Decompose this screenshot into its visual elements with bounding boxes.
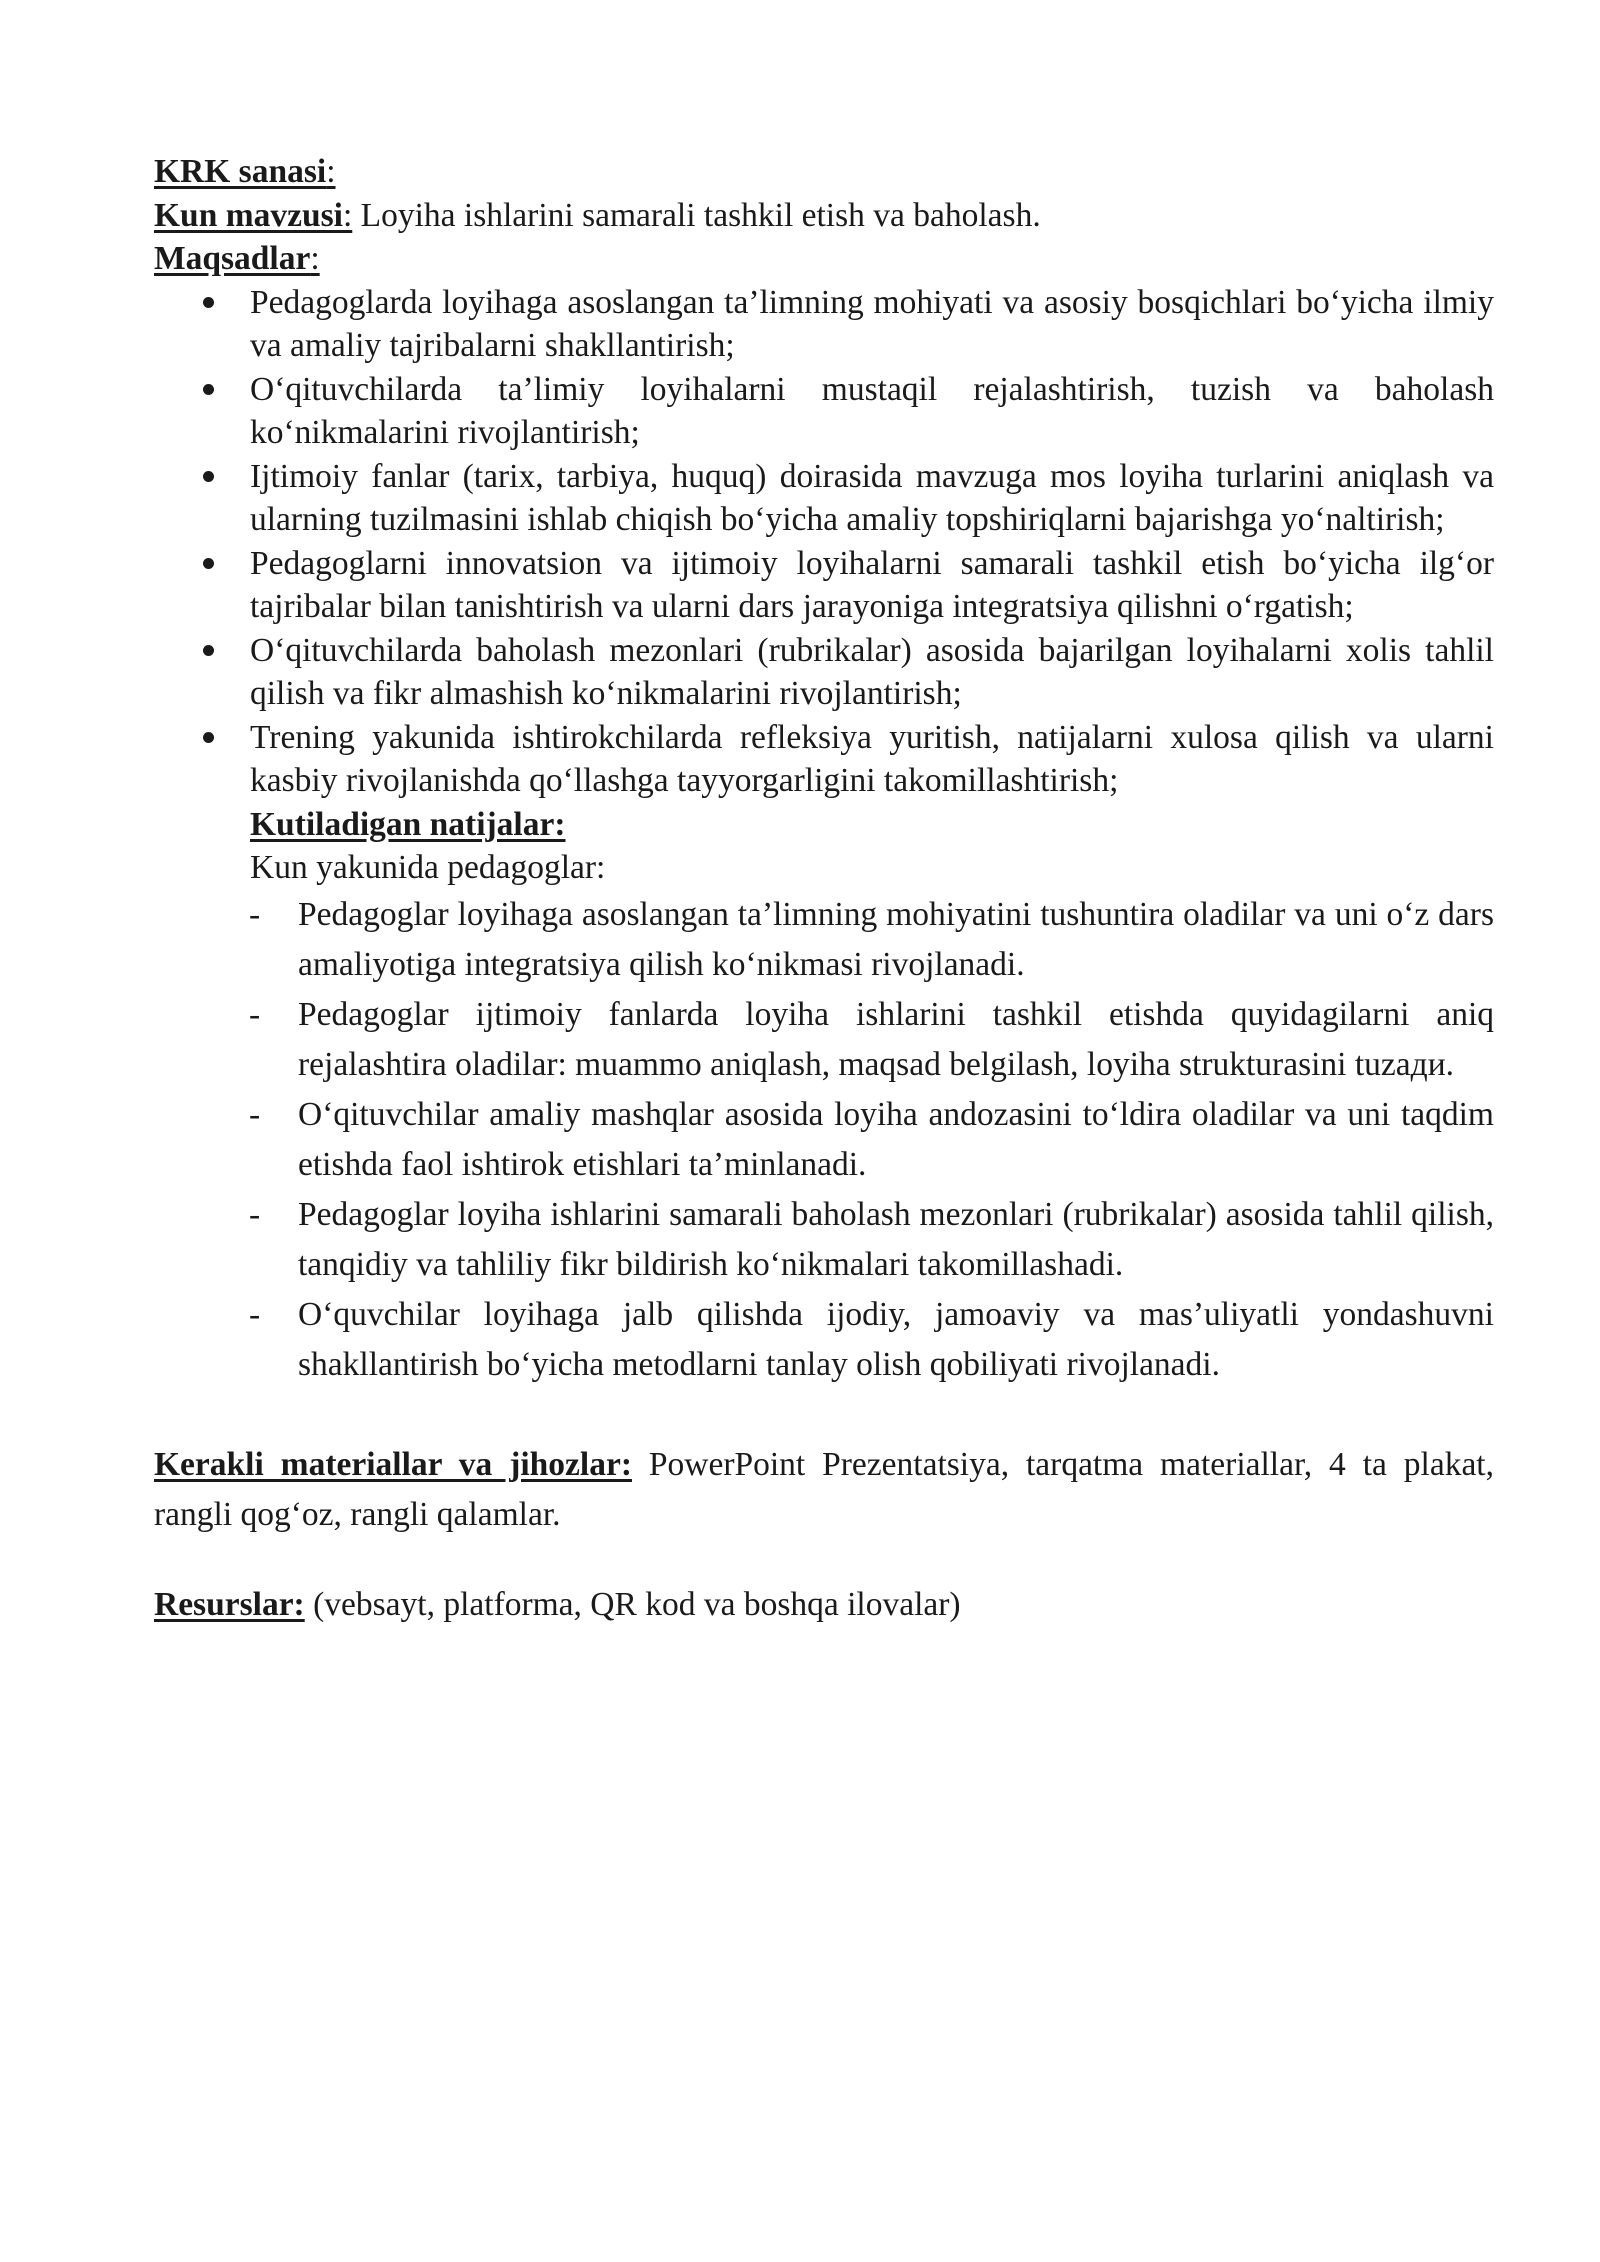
goals-list bbox=[154, 281, 1494, 803]
topic-label: Kun mavzusi bbox=[154, 196, 343, 234]
result-item bbox=[154, 890, 1494, 990]
bullet-icon bbox=[203, 297, 214, 308]
goal-text: O‘qituvchilarda baholash mezonlari (rubrikalar) asosida bajarilgan loyihalarni xolis tahlil qilish va fikr almashish ko‘nikmalarini rivojlantirish; bbox=[250, 631, 1494, 712]
dash-marker: - bbox=[249, 1195, 261, 1233]
materials-paragraph bbox=[154, 1440, 1494, 1540]
goals-colon: : bbox=[310, 240, 320, 277]
goal-item bbox=[154, 716, 1494, 803]
topic-colon: : bbox=[342, 196, 353, 234]
materials-label: Kerakli materiallar va jihozlar: bbox=[154, 1445, 632, 1483]
result-text: O‘qituvchilar amaliy mashqlar asosida loyiha andozasini to‘ldira oladilar va uni taqdim etishda faol ishtirok etishlari ta’minlanadi. bbox=[298, 1095, 1494, 1183]
goal-item bbox=[154, 368, 1494, 455]
goal-item bbox=[154, 281, 1494, 368]
results-intro: Kun yakunida pedagoglar: bbox=[250, 849, 606, 886]
bullet-icon bbox=[203, 384, 214, 395]
dash-marker: - bbox=[249, 1095, 261, 1133]
goal-item bbox=[154, 629, 1494, 716]
goals-label: Maqsadlar bbox=[154, 240, 311, 277]
bullet-icon bbox=[203, 732, 214, 743]
goal-item bbox=[154, 455, 1494, 542]
result-text: Pedagoglar loyiha ishlarini samarali baholash mezonlari (rubrikalar) asosida tahlil qilish, tanqidiy va tahliliy fikr bildirish ko‘nikmalari takomillashadi. bbox=[298, 1195, 1494, 1283]
goal-text: O‘qituvchilarda ta’limiy loyihalarni mustaqil rejalashtirish, tuzish va baholash ko‘nikmalarini rivojlantirish; bbox=[250, 370, 1494, 451]
resources-paragraph bbox=[154, 1580, 1494, 1630]
results-list bbox=[154, 890, 1494, 1390]
topic-text: Loyiha ishlarini samarali tashkil etish va baholash. bbox=[352, 196, 1041, 234]
bullet-icon bbox=[203, 471, 214, 482]
goal-text: Ijtimoiy fanlar (tarix, tarbiya, huquq) doirasida mavzuga mos loyiha turlarini aniqlash va ularning tuzilmasini ishlab chiqish bo‘yicha amaliy topshiriqlarni bajarishga yo‘naltirish; bbox=[250, 457, 1494, 538]
results-heading bbox=[154, 803, 1494, 847]
spacer bbox=[154, 1390, 1494, 1440]
result-item bbox=[154, 990, 1494, 1090]
goal-text: Pedagoglarni innovatsion va ijtimoiy loyihalarni samarali tashkil etish bo‘yicha ilg‘or tajribalar bilan tanishtirish va ularni dars jarayoniga integratsiya qilishni o‘rgatish; bbox=[250, 544, 1494, 625]
result-item bbox=[154, 1190, 1494, 1290]
result-text: Pedagoglar ijtimoiy fanlarda loyiha ishlarini tashkil etishda quyidagilarni aniq rejalashtira oladilar: muammo aniqlash, maqsad belgilash, loyiha strukturasini tuzади. bbox=[298, 995, 1494, 1083]
krk-date-colon: : bbox=[326, 153, 336, 190]
result-text: O‘quvchilar loyihaga jalb qilishda ijodiy, jamoaviy va mas’uliyatli yondashuvni shakllantirish bo‘yicha metodlarni tanlay olish qobiliyati rivojlanadi. bbox=[298, 1295, 1494, 1383]
krk-date-line bbox=[154, 150, 1494, 194]
dash-marker: - bbox=[249, 1295, 261, 1333]
result-item bbox=[154, 1090, 1494, 1190]
goals-heading bbox=[154, 237, 1494, 281]
bullet-icon bbox=[203, 558, 214, 569]
topic-line bbox=[154, 194, 1494, 238]
goal-item bbox=[154, 542, 1494, 629]
dash-marker: - bbox=[249, 995, 261, 1033]
goal-text: Pedagoglarda loyihaga asoslangan ta’limning mohiyati va asosiy bosqichlari bo‘yicha ilmiy va amaliy tajribalarni shakllantirish; bbox=[250, 283, 1494, 364]
document-page bbox=[154, 150, 1494, 1630]
result-text: Pedagoglar loyihaga asoslangan ta’limning mohiyatini tushuntira oladilar va uni o‘z dars amaliyotiga integratsiya qilish ko‘nikmasi rivojlanadi. bbox=[298, 895, 1494, 983]
results-label: Kutiladigan natijalar: bbox=[250, 805, 566, 843]
spacer bbox=[154, 1540, 1494, 1580]
krk-date-label: KRK sanasi bbox=[154, 153, 327, 190]
goal-text: Trening yakunida ishtirokchilarda refleksiya yuritish, natijalarni xulosa qilish va ularni kasbiy rivojlanishda qo‘llashga tayyorgarligini takomillashtirish; bbox=[250, 718, 1494, 799]
resources-text: (vebsayt, platforma, QR kod va boshqa ilovalar) bbox=[304, 1585, 961, 1623]
resources-label: Resurslar: bbox=[154, 1585, 305, 1623]
result-item bbox=[154, 1290, 1494, 1390]
bullet-icon bbox=[203, 645, 214, 656]
materials-text: PowerPoint Prezentatsiya, tarqatma materiallar, 4 ta plakat, rangli qog‘oz, rangli qalamlar. bbox=[154, 1445, 1494, 1533]
dash-marker: - bbox=[249, 895, 261, 933]
